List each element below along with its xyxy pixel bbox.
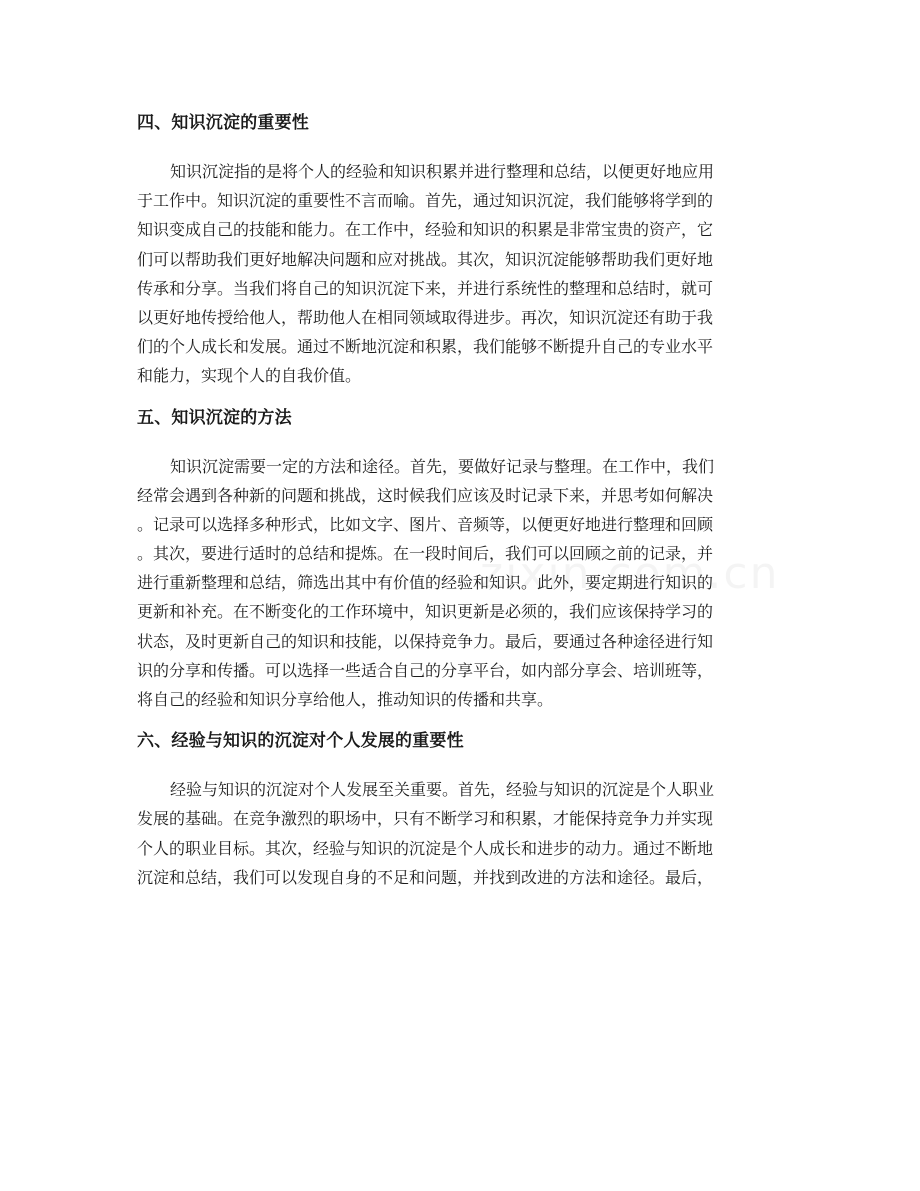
paragraph-line: 将自己的经验和知识分享给他人，推动知识的传播和共享。 [137,690,554,709]
paragraph-line: 知识沉淀需要一定的方法和途径。首先，要做好记录与整理。在工作中，我们 [170,456,715,476]
paragraph-line: 知识变成自己的技能和能力。在工作中，经验和知识的积累是非常宝贵的资产，它 [137,220,714,240]
paragraph-line: 传承和分享。当我们将自己的知识沉淀下来，并进行系统性的整理和总结时，就可 [137,278,714,298]
paragraph-line: 以更好地传授给他人，帮助他人在相同领域取得进步。再次，知识沉淀还有助于我 [137,307,714,327]
paragraph-line: 们的个人成长和发展。通过不断地沉淀和积累，我们能够不断提升自己的专业水平 [137,337,714,357]
paragraph-line: 沉淀和总结，我们可以发现自身的不足和问题，并找到改进的方法和途径。最后， [137,867,714,887]
paragraph-line: 于工作中。知识沉淀的重要性不言而喻。首先，通过知识沉淀，我们能够将学到的 [137,191,714,211]
section-heading-personal-development: 六、经验与知识的沉淀对个人发展的重要性 [137,731,464,752]
paragraph-line: 经常会遇到各种新的问题和挑战，这时候我们应该及时记录下来，并思考如何解决 [137,485,714,505]
paragraph-line: 们可以帮助我们更好地解决问题和应对挑战。其次，知识沉淀能够帮助我们更好地 [137,249,714,269]
section-paragraph-methods [137,452,787,715]
paragraph-line: 更新和补充。在不断变化的工作环境中，知识更新是必须的，我们应该保持学习的 [137,602,714,622]
section-heading-importance: 四、知识沉淀的重要性 [137,113,309,133]
paragraph-line: 状态，及时更新自己的知识和技能，以保持竞争力。最后，要通过各种途径进行知 [137,631,714,651]
paragraph-line: 识的分享和传播。可以选择一些适合自己的分享平台，如内部分享会、培训班等， [137,660,714,680]
paragraph-line: 经验与知识的沉淀对个人发展至关重要。首先，经验与知识的沉淀是个人职业 [170,780,715,800]
paragraph-line: 。其次，要进行适时的总结和提炼。在一段时间后，我们可以回顾之前的记录，并 [137,544,714,564]
document-content [137,108,787,892]
paragraph-line: 进行重新整理和总结，筛选出其中有价值的经验和知识。此外，要定期进行知识的 [137,573,714,593]
section-paragraph-importance [137,157,787,391]
paragraph-line: 发展的基础。在竞争激烈的职场中，只有不断学习和积累，才能保持竞争力并实现 [137,809,714,829]
paragraph-line: 个人的职业目标。其次，经验与知识的沉淀是个人成长和进步的动力。通过不断地 [137,838,714,858]
paragraph-line: 知识沉淀指的是将个人的经验和知识积累并进行整理和总结，以便更好地应用 [170,162,715,181]
paragraph-line: 和能力，实现个人的自我价值。 [137,366,362,386]
section-paragraph-personal-development [137,775,787,892]
paragraph-line: 。记录可以选择多种形式，比如文字、图片、音频等，以便更好地进行整理和回顾 [137,514,714,534]
section-heading-methods: 五、知识沉淀的方法 [137,407,292,428]
